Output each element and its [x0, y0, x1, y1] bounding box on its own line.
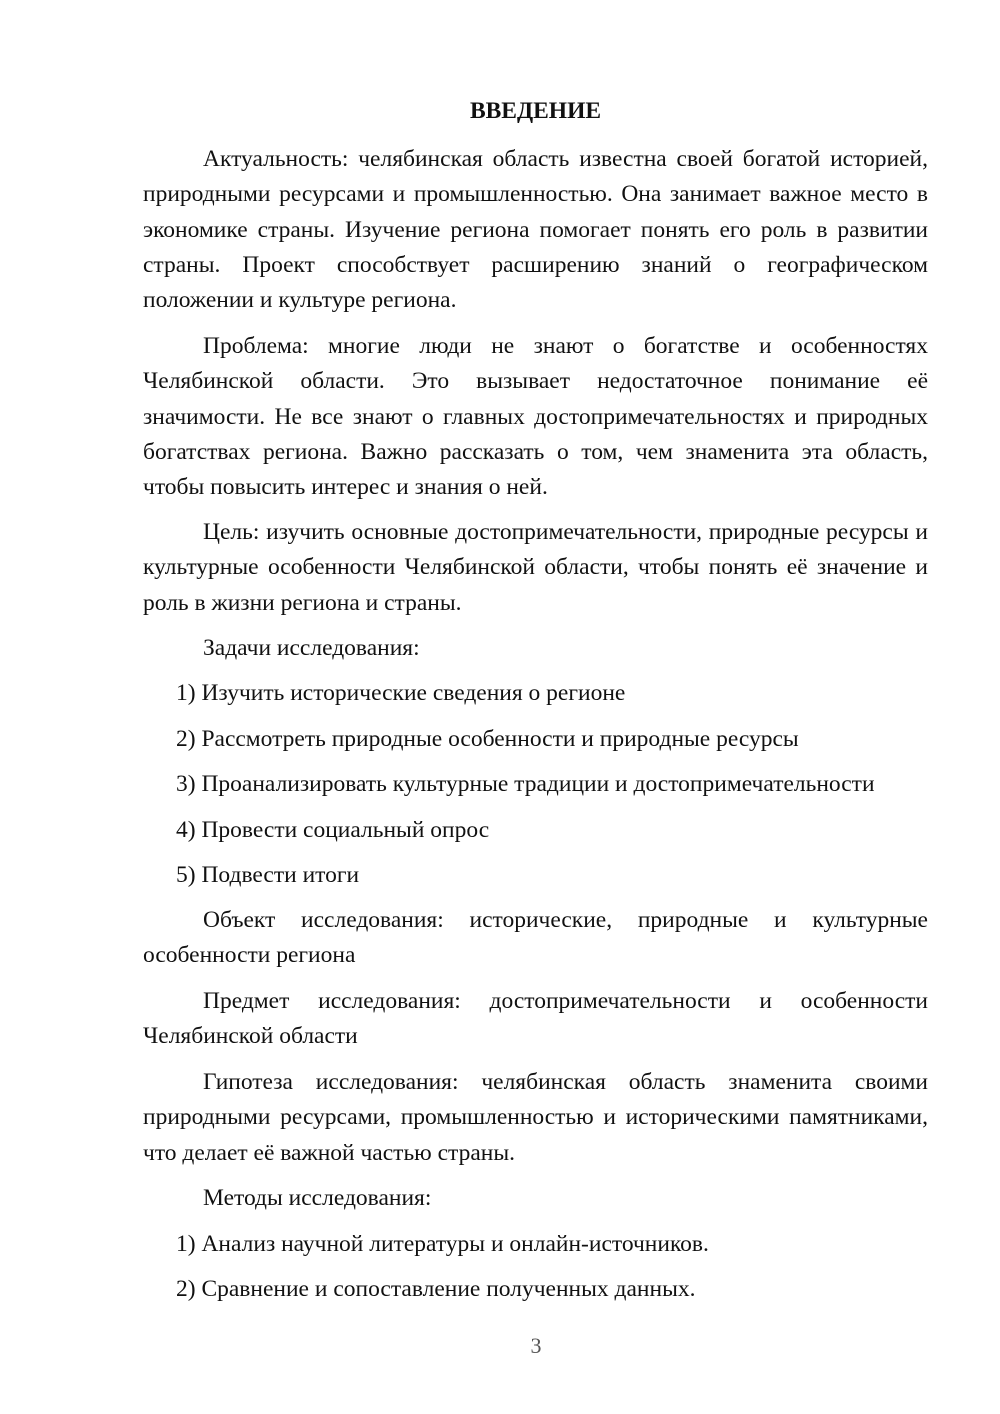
task-item: 4) Провести социальный опрос: [176, 817, 490, 843]
paragraph-goal: Цель: изучить основные достопримечательности, природные ресурсы и культурные особенности Челябинской области, чтобы понять её значение и роль в жизни региона и страны.: [143, 519, 928, 616]
task-item: 3) Проанализировать культурные традиции и достопримечательности: [176, 771, 875, 797]
paragraph-hypothesis: Гипотеза исследования: челябинская область знаменита своими природными ресурсами, промышленностью и историческими памятниками, что делает её важной частью страны.: [143, 1069, 928, 1166]
paragraph-object: Объект исследования: исторические, природные и культурные особенности региона: [143, 907, 928, 969]
task-item: 5) Подвести итоги: [176, 862, 360, 888]
method-item: 1) Анализ научной литературы и онлайн-источников.: [176, 1231, 709, 1257]
paragraph-relevance: Актуальность: челябинская область известна своей богатой историей, природными ресурсами и промышленностью. Она занимает важное место в экономике страны. Изучение региона помогает понять его роль в развитии страны. Проект способствует расширению знаний о географическом положении и культуре региона.: [143, 146, 928, 314]
methods-heading: Методы исследования:: [203, 1185, 432, 1211]
paragraph-subject: Предмет исследования: достопримечательности и особенности Челябинской области: [143, 988, 928, 1050]
task-item: 2) Рассмотреть природные особенности и природные ресурсы: [176, 726, 799, 752]
page-title: ВВЕДЕНИЕ: [469, 98, 602, 124]
tasks-heading: Задачи исследования:: [203, 635, 420, 661]
page-number: 3: [530, 1333, 542, 1358]
paragraph-problem: Проблема: многие люди не знают о богатстве и особенностях Челябинской области. Это вызывает недостаточное понимание её значимости. Не все знают о главных достопримечательностях и природных богатствах региона. Важно рассказать о том, чем знаменита эта область, чтобы повысить интерес и знания о ней.: [143, 333, 928, 501]
task-item: 1) Изучить исторические сведения о регионе: [176, 680, 626, 706]
method-item: 2) Сравнение и сопоставление полученных данных.: [176, 1276, 696, 1302]
